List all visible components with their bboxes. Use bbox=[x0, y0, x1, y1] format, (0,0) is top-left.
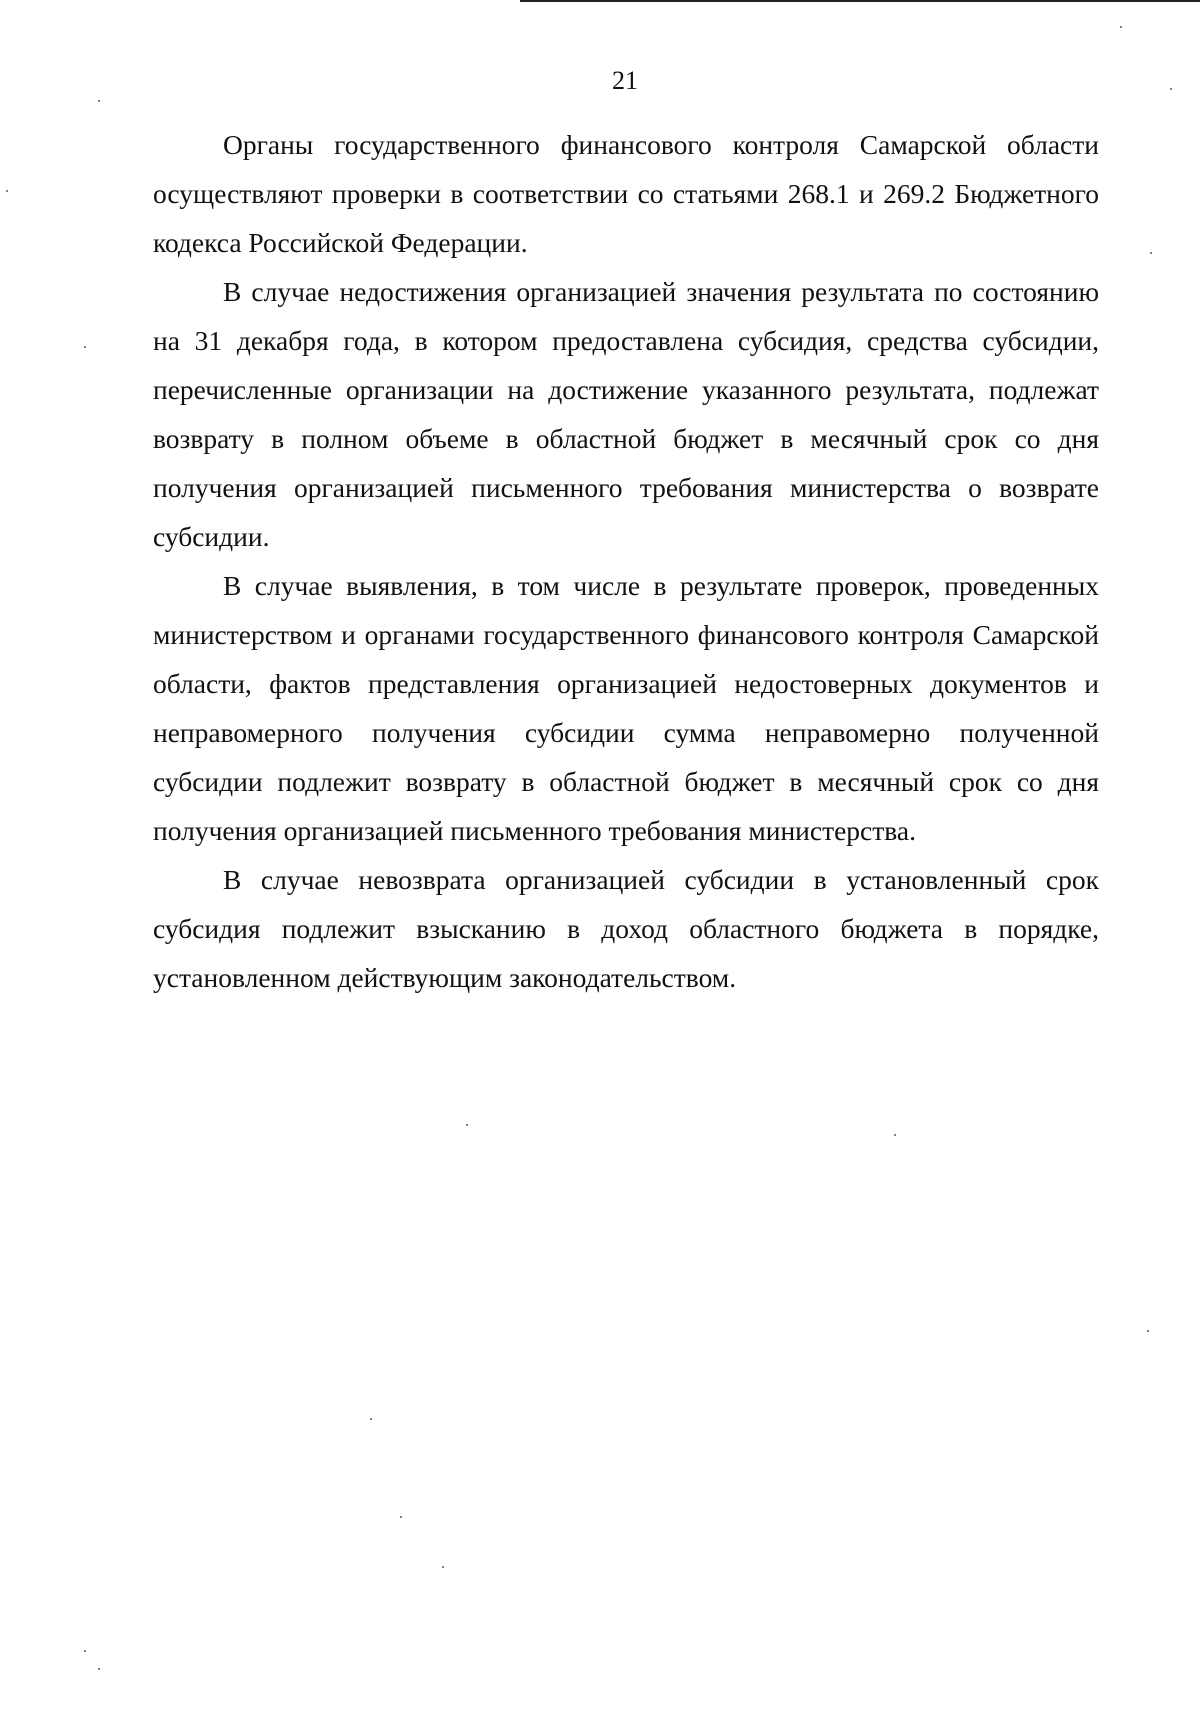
paragraph-false-documents: В случае выявления, в том числе в результате проверок, проведенных министерством и органами государственного финансового контроля Самарской области, фактов представления организацией недостоверных документов и неправомерного получения субсидии сумма неправомерно полученной субсидии подлежит возврату в областной бюджет в месячный срок со дня получения организацией письменного требования министерства. bbox=[153, 570, 1099, 846]
scan-speck bbox=[84, 1650, 86, 1652]
scan-speck bbox=[466, 1124, 468, 1126]
scan-speck bbox=[370, 1418, 372, 1420]
paragraph-non-return: В случае невозврата организацией субсидии в установленный срок субсидия подлежит взысканию в доход областного бюджета в порядке, установленном действующим законодательством. bbox=[153, 864, 1099, 993]
scan-speck bbox=[1120, 26, 1122, 28]
scan-speck bbox=[442, 1566, 444, 1568]
scan-speck bbox=[400, 1516, 402, 1518]
scan-speck bbox=[98, 100, 100, 102]
paragraph-control-bodies: Органы государственного финансового контроля Самарской области осуществляют проверки в соответствии со статьями 268.1 и 269.2 Бюджетного кодекса Российской Федерации. bbox=[153, 129, 1099, 258]
paragraph-result-not-achieved: В случае недостижения организацией значения результата по состоянию на 31 декабря года, в котором предоставлена субсидия, средства субсидии, перечисленные организации на достижение указанного результата, подлежат возврату в полном объеме в областной бюджет в месячный срок со дня получения организацией письменного требования министерства о возврате субсидии. bbox=[153, 276, 1099, 552]
document-body bbox=[153, 120, 1099, 1002]
top-border-line bbox=[520, 0, 1200, 2]
scan-speck bbox=[1170, 88, 1172, 90]
scan-speck bbox=[84, 346, 86, 348]
scan-speck bbox=[6, 190, 8, 192]
scan-speck bbox=[894, 1134, 896, 1136]
scan-speck bbox=[1147, 1330, 1149, 1332]
scan-speck bbox=[98, 1668, 100, 1670]
scan-speck bbox=[1150, 252, 1152, 254]
page-number: 21 bbox=[612, 66, 638, 95]
